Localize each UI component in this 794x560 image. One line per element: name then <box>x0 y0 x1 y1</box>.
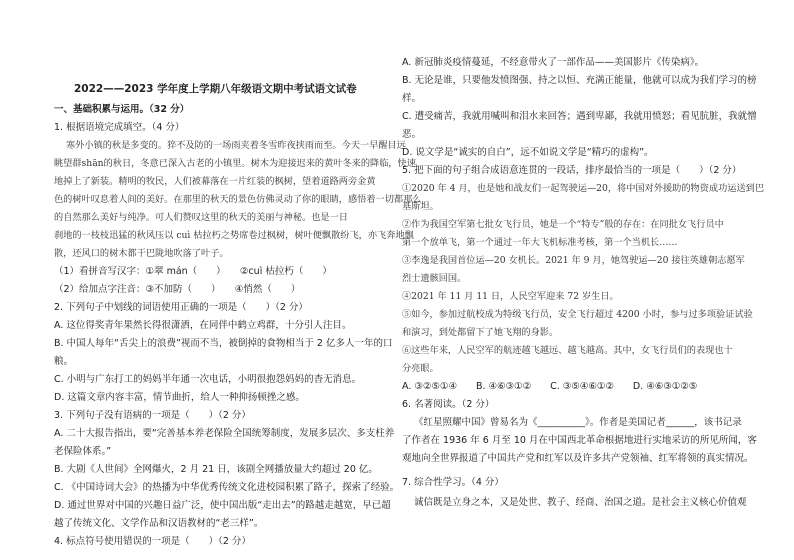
question-4-option-c: C. 遭受痛苦，我就用喊叫和泪水来回答；遇到卑鄙，我就用愤怒；看见肮脏，我就憎 <box>402 111 757 122</box>
question-5-sentence-5: ⑤如今，参加过航校成为特级飞行员，安全飞行超过 4200 小时，参与过多项验证试验 <box>402 309 753 320</box>
question-5-sentence-5-cont: 和演习，到处都留下了她飞翔的身影。 <box>402 327 559 338</box>
question-6-stem: 6. 名著阅读。（2 分） <box>402 399 495 410</box>
passage-line: 色的树叶叹息着人间的美好。在那里的秋天的景色仿佛灵动了你的眼睛，感悟着一切都那么 <box>54 194 422 205</box>
question-1-item-1: （1）看拼音写汉字：①翠 mán（ ） ②cuì 枯拉朽（ ） <box>54 266 332 277</box>
passage-line: 眺望群shān的秋日，冬意已深入古老的小镇里。树木为迎接迟来的黄叶冬来的降临，快速 <box>54 158 416 169</box>
question-5-sentence-6: ⑥这些年来，人民空军的航迹越飞越远、越飞越高。其中，女飞行员们的表现也十 <box>402 345 733 356</box>
passage-line: 地掉上了新装。精明的牧民，人们被幕落在一片红装的枫树，望着道路两旁金黄 <box>54 176 376 187</box>
question-5-sentence-4: ④2021 年 11 月 11 日，人民空军迎来 72 岁生日。 <box>402 291 619 302</box>
question-4-option-a: A. 新冠肺炎疫情蔓延，不经意带火了一部作品——美国影片《传染病》。 <box>402 57 705 68</box>
question-3-option-c: C. 《中国诗词大会》的热播为中华优秀传统文化进校园积累了路子，探索了经验。 <box>54 482 400 493</box>
question-5-options: A. ③②⑤①④ B. ④⑥③①② C. ③⑤④⑥①② D. ④⑥③①②⑤ <box>402 381 698 392</box>
question-5-sentence-1: ①2020 年 4 月，也是她和战友们一起驾驶运—20，将中国对外援助的物资成功运送到巴 <box>402 183 765 194</box>
question-6-line-1: 《红星照耀中国》曾易名为《__________》。作者是美国记者______，该书记录 <box>414 417 742 428</box>
question-5-stem: 5. 把下面的句子组合成语意连贯的一段话，排序最恰当的一项是（ ）（2 分） <box>402 165 742 176</box>
question-2-option-d: D. 这篇文章内容丰富，情节曲折，给人一种抑扬顿挫之感。 <box>54 392 305 403</box>
question-3-option-d: D. 通过世界对中国的兴趣日益广泛，使中国出版“走出去”的路越走越宽，早已超 <box>54 500 391 511</box>
passage-line: 寒外小镇的秋是多变的。猝不及防的一场雨夹着冬雪昨夜挟雨而至。今天一早醒目远 <box>66 140 406 151</box>
question-3-option-a-cont: 老保险体系。” <box>54 446 112 457</box>
passage-line: 散，还风口的树木都干巴陇地吹落了叶子。 <box>54 248 229 259</box>
question-3-option-b: B. 大剧《人世间》全网爆火，2 月 21 日，该剧全网播放量大约超过 20 亿。 <box>54 464 378 475</box>
section-heading-1: 一、基础积累与运用。（32 分） <box>54 104 190 115</box>
passage-line: 的自然那么美好与纯净。可人们赞叹这里的秋天的美丽与神秘。也是一日 <box>54 212 348 223</box>
question-2-option-c: C. 小明与广东打工的妈妈半年通一次电话，小明很抱怨妈妈的杳无消息。 <box>54 374 362 385</box>
question-3-option-d-cont: 越了传统文化、文学作品和汉语教材的“老三样”。 <box>54 518 264 529</box>
page-title: 2022——2023 学年度上学期八年级语文期中考试语文试卷 <box>74 83 357 95</box>
question-4-option-b: B. 无论是谁，只要他发愤图强、持之以恒、充满正能量，他就可以成为我们学习的榜 <box>402 75 757 86</box>
question-1-stem: 1. 根据语境完成填空。（4 分） <box>54 122 185 133</box>
question-5-sentence-3-cont: 烈士遗骸回国。 <box>402 273 467 284</box>
question-4-stem: 4. 标点符号使用错误的一项是（ ）（2 分） <box>54 536 251 547</box>
question-6-line-3: 观地向全世界报道了中国共产党和红军以及许多共产党领袖、红军将领的真实情况。 <box>402 453 754 464</box>
question-5-sentence-1-cont: 基斯坦。 <box>402 201 439 212</box>
question-7-stem: 7. 综合性学习。（4 分） <box>402 477 504 488</box>
question-2-option-b: B. 中国人每年“舌尖上的浪费”视而不当，被倒掉的食物相当于 2 亿多人一年的口 <box>54 338 393 349</box>
question-5-sentence-2-cont: 第一个放单飞，第一个通过一年大飞机标准考核，第一个当机长…… <box>402 237 678 248</box>
question-2-option-b-cont: 粮。 <box>54 356 74 367</box>
question-4-option-b-cont: 样。 <box>402 93 422 104</box>
question-1-item-2: （2）给加点字注音：③不加防（ ） ④悄然（ ） <box>54 284 301 295</box>
question-4-option-d: D. 说文学是“诚实的自白”，远不如说文学是“精巧的虚构”。 <box>402 147 654 158</box>
question-5-sentence-3: ③李逸是我国首位运—20 女机长。2021 年 9 月，她驾驶运—20 接往英雄朝志愿军 <box>402 255 745 266</box>
question-4-option-c-cont: 恶。 <box>402 129 422 140</box>
question-5-sentence-6-cont: 分亮眼。 <box>402 363 439 374</box>
question-6-line-2: 了作者在 1936 年 6 月至 10 月在中国西北革命根据地进行实地采访的所见所闻，客 <box>402 435 757 446</box>
passage-line: 刹地的一枝枝迅猛的秋风压以 cuì 枯拉朽之势席卷过枫树，树叶便飘散纷飞，亦飞奔地飘 <box>54 230 414 241</box>
question-3-stem: 3. 下列句子没有语病的一项是（ ）（2 分） <box>54 410 251 421</box>
question-2-option-a: A. 这位得奖青年果然长得很潇洒，在同伴中鹤立鸡群，十分引人注目。 <box>54 320 352 331</box>
question-7-line-1: 诚信既是立身之本，又是处世、教子、经商、治国之道。是社会主义核心价值观 <box>414 497 747 508</box>
question-3-option-a: A. 二十大报告指出，要“完善基本养老保险全国统筹制度，发展多层次、多支柱养 <box>54 428 395 439</box>
question-2-stem: 2. 下列句子中划线的词语使用正确的一项是（ ）（2 分） <box>54 302 308 313</box>
question-5-sentence-2: ②作为我国空军第七批女飞行员，她是一个“特专”般的存在：在同批女飞行员中 <box>402 219 724 230</box>
